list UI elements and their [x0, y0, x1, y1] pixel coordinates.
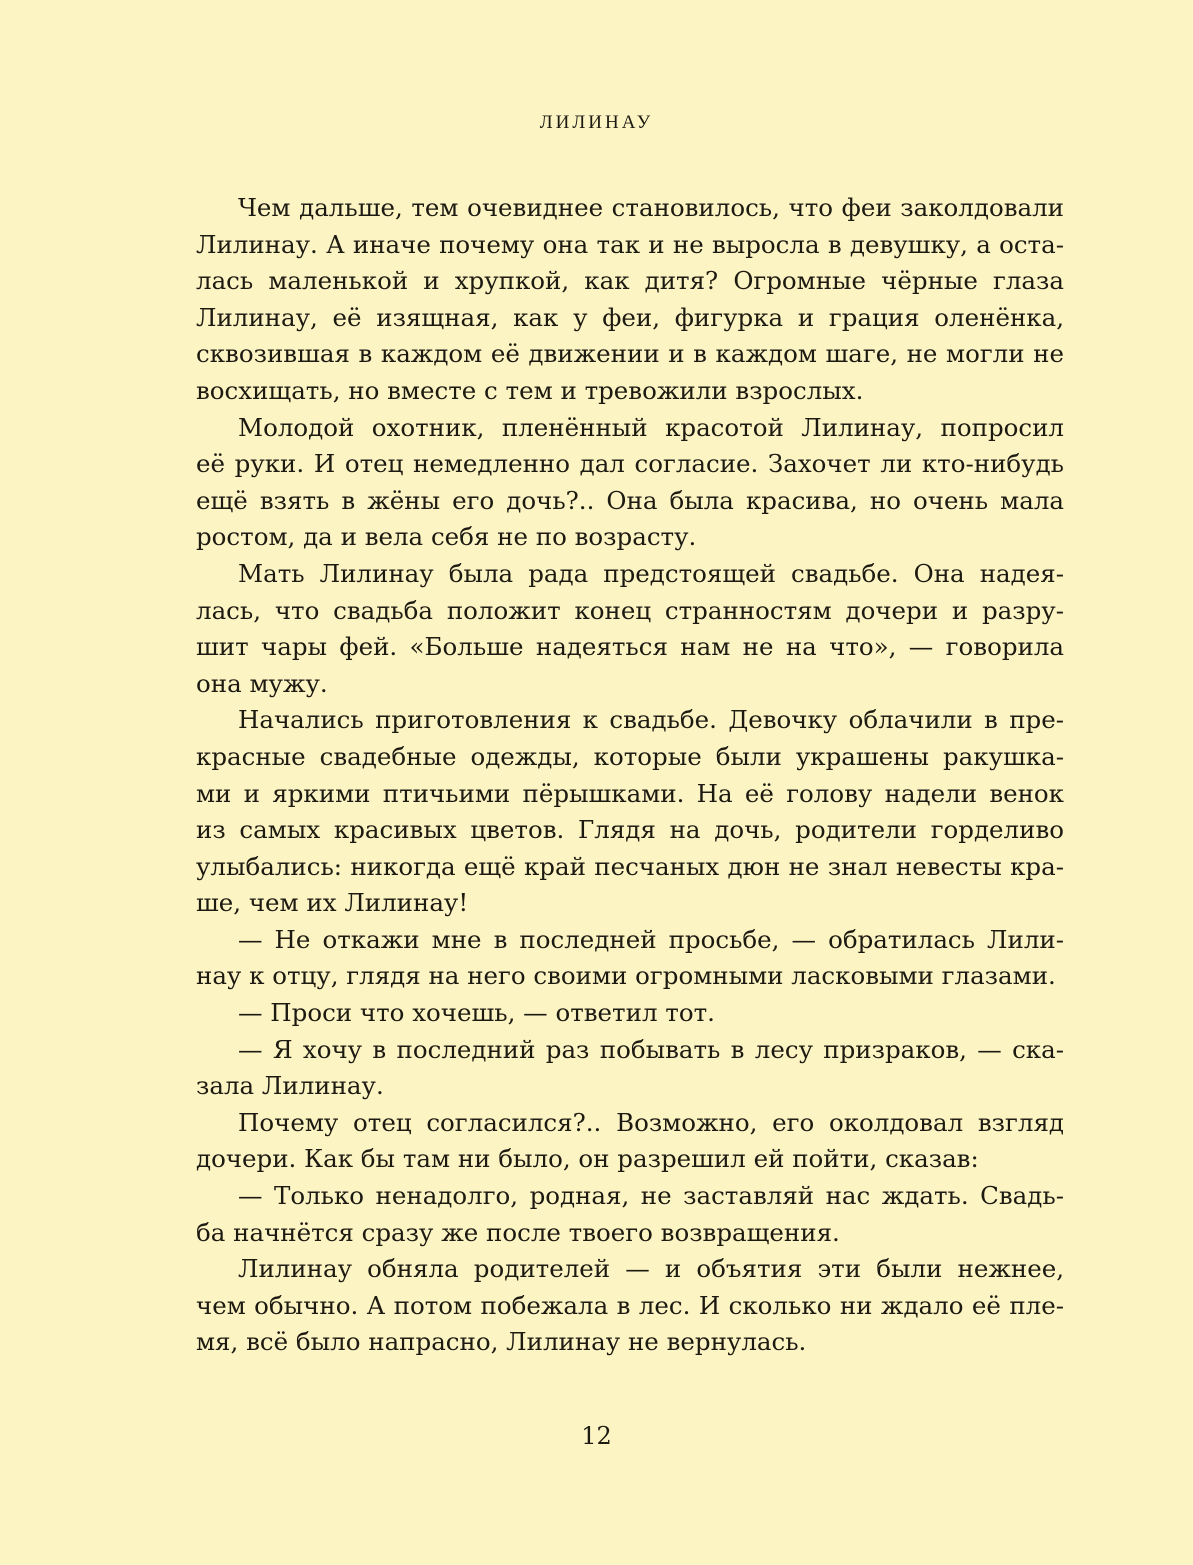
- text-line: чем обычно. А потом побежала в лес. И сколько ни ждало её пле-: [196, 1290, 1064, 1320]
- text-line: Начались приготовления к свадьбе. Девочку облачили в пре-: [238, 705, 1064, 735]
- text-line: Лилинау обняла родителей — и объятия эти были нежнее,: [238, 1254, 1064, 1284]
- text-line: её руки. И отец немедленно дал согласие. Захочет ли кто-нибудь: [196, 449, 1064, 479]
- text-line: ростом, да и вела себя не по возрасту.: [196, 522, 697, 552]
- page-number: 12: [581, 1422, 612, 1450]
- text-line: — Не откажи мне в последней просьбе, — обратилась Лили-: [238, 924, 1064, 954]
- body-text: [196, 190, 1064, 1361]
- text-line: из самых красивых цветов. Глядя на дочь, родители горделиво: [196, 815, 1064, 845]
- text-line: Молодой охотник, пленённый красотой Лилинау, попросил: [238, 412, 1064, 442]
- text-line: ми и яркими птичьими пёрышками. На её голову надели венок: [196, 778, 1064, 808]
- text-line: — Проси что хочешь, — ответил тот.: [238, 998, 715, 1028]
- text-line: зала Лилинау.: [196, 1071, 384, 1101]
- text-line: ше, чем их Лилинау!: [196, 888, 469, 918]
- text-line: Почему отец согласился?.. Возможно, его околдовал взгляд: [238, 1107, 1064, 1137]
- text-line: Лилинау, её изящная, как у феи, фигурка и грация оленёнка,: [196, 302, 1064, 332]
- text-line: красные свадебные одежды, которые были украшены ракушка-: [196, 741, 1064, 771]
- text-line: восхищать, но вместе с тем и тревожили взрослых.: [196, 375, 864, 405]
- text-line: Мать Лилинау была рада предстоящей свадьбе. Она надея-: [238, 558, 1064, 588]
- text-line: — Я хочу в последний раз побывать в лесу призраков, — ска-: [238, 1034, 1064, 1064]
- text-line: ещё взять в жёны его дочь?.. Она была красива, но очень мала: [196, 485, 1064, 515]
- text-line: шит чары фей. «Больше надеяться нам не на что», — говорила: [196, 632, 1064, 662]
- text-line: лась маленькой и хрупкой, как дитя? Огромные чёрные глаза: [196, 266, 1064, 296]
- text-line: нау к отцу, глядя на него своими огромными ласковыми глазами.: [196, 961, 1056, 991]
- running-title: ЛИЛИНАУ: [539, 112, 654, 133]
- text-line: — Только ненадолго, родная, не заставляй нас ждать. Свадь-: [238, 1181, 1064, 1211]
- text-line: улыбались: никогда ещё край песчаных дюн не знал невесты кра-: [196, 851, 1064, 881]
- text-line: лась, что свадьба положит конец странностям дочери и разру-: [196, 595, 1064, 625]
- text-line: дочери. Как бы там ни было, он разрешил ей пойти, сказав:: [196, 1144, 979, 1174]
- text-line: мя, всё было напрасно, Лилинау не вернулась.: [196, 1327, 807, 1357]
- text-line: ба начнётся сразу же после твоего возвращения.: [196, 1217, 840, 1247]
- text-line: Чем дальше, тем очевиднее становилось, что феи заколдовали: [238, 193, 1064, 222]
- text-line: она мужу.: [196, 668, 328, 698]
- text-line: сквозившая в каждом её движении и в каждом шаге, не могли не: [196, 339, 1064, 369]
- text-line: Лилинау. А иначе почему она так и не выросла в девушку, а оста-: [196, 229, 1064, 259]
